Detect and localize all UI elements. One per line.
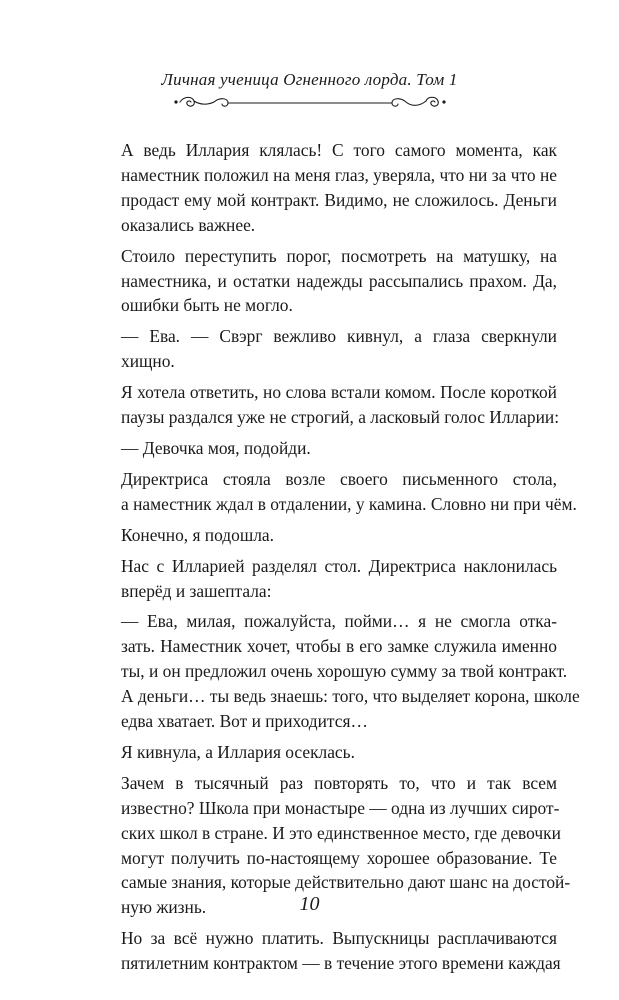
text-line: А ведь Иллария клялась! С того самого момента, как <box>121 140 557 160</box>
text-line: едва хватает. Вот и приходится… <box>121 711 368 732</box>
text-line: Стоило переступить порог, посмотреть на матушку, на <box>121 245 557 266</box>
paragraph <box>121 380 560 430</box>
text-line: хищно. <box>121 351 175 372</box>
text-line: — Ева. — Свэрг вежливо кивнул, а глаза сверкнули <box>121 326 557 347</box>
text-line: Зачем в тысячный раз повторять то, что и так всем <box>121 772 557 793</box>
text-line: Я кивнула, а Иллария осеклась. <box>121 741 355 762</box>
text-line: Но за всё нужно платить. Выпускницы расплачиваются <box>121 928 557 949</box>
text-line: известно? Школа при монастыре — одна из лучших сирот- <box>121 797 560 818</box>
text-line: Конечно, я подошла. <box>121 524 274 545</box>
text-line: Директриса стояла возле своего письменного стола, <box>121 468 557 489</box>
paragraph <box>121 740 557 765</box>
text-line: наместник положил на меня глаз, уверяла, что ни за что не <box>121 164 557 185</box>
text-line: — Девочка моя, подойди. <box>121 437 311 458</box>
paragraph <box>121 244 557 319</box>
paragraph <box>121 523 557 548</box>
text-line: наместника, и остатки надежды рассыпались прахом. Да, <box>121 270 557 291</box>
text-line: ских школ в стране. И это единственное место, где девочки <box>121 822 561 843</box>
body-text <box>121 138 580 976</box>
text-line: вперёд и зашептала: <box>121 580 272 601</box>
text-line: — Ева, милая, пожалуйста, пойми… я не смогла отка- <box>121 611 557 632</box>
text-line: а наместник ждал в отдалении, у камина. Словно ни при чём. <box>121 493 577 514</box>
text-line: Нас с Илларией разделял стол. Директриса наклонилась <box>121 555 557 576</box>
paragraph <box>121 609 580 734</box>
text-line: ную жизнь. <box>121 897 207 918</box>
text-line: самые знания, которые действительно дают шанс на достой- <box>121 872 571 893</box>
text-line: ты, и он предложил очень хорошую сумму за твой контракт. <box>121 661 568 682</box>
paragraph <box>121 554 557 604</box>
text-line: продаст ему мой контракт. Видимо, не сложилось. Деньги <box>121 189 557 210</box>
page-number: 10 <box>299 893 320 915</box>
text-line: Я хотела ответить, но слова встали комом. После короткой <box>121 382 557 403</box>
ornament-divider-icon <box>170 92 450 112</box>
text-line: оказались важнее. <box>121 214 256 235</box>
running-header: Личная ученица Огненного лорда. Том 1 <box>161 70 458 89</box>
text-line: пятилетним контрактом — в течение этого времени каждая <box>121 953 561 974</box>
text-line: А деньги… ты ведь знаешь: того, что выделяет корона, школе <box>121 686 580 707</box>
paragraph <box>121 138 557 238</box>
paragraph <box>121 436 557 461</box>
text-line: ошибки быть не могло. <box>121 295 293 316</box>
text-line: могут получить по-настоящему хорошее образование. Те <box>121 847 557 868</box>
text-line: паузы раздался уже не строгий, а ласковый голос Илларии: <box>121 407 560 428</box>
text-line: зать. Наместник хочет, чтобы в его замке служила именно <box>121 636 557 657</box>
paragraph <box>121 926 561 976</box>
paragraph <box>121 324 557 374</box>
paragraph <box>121 467 577 517</box>
